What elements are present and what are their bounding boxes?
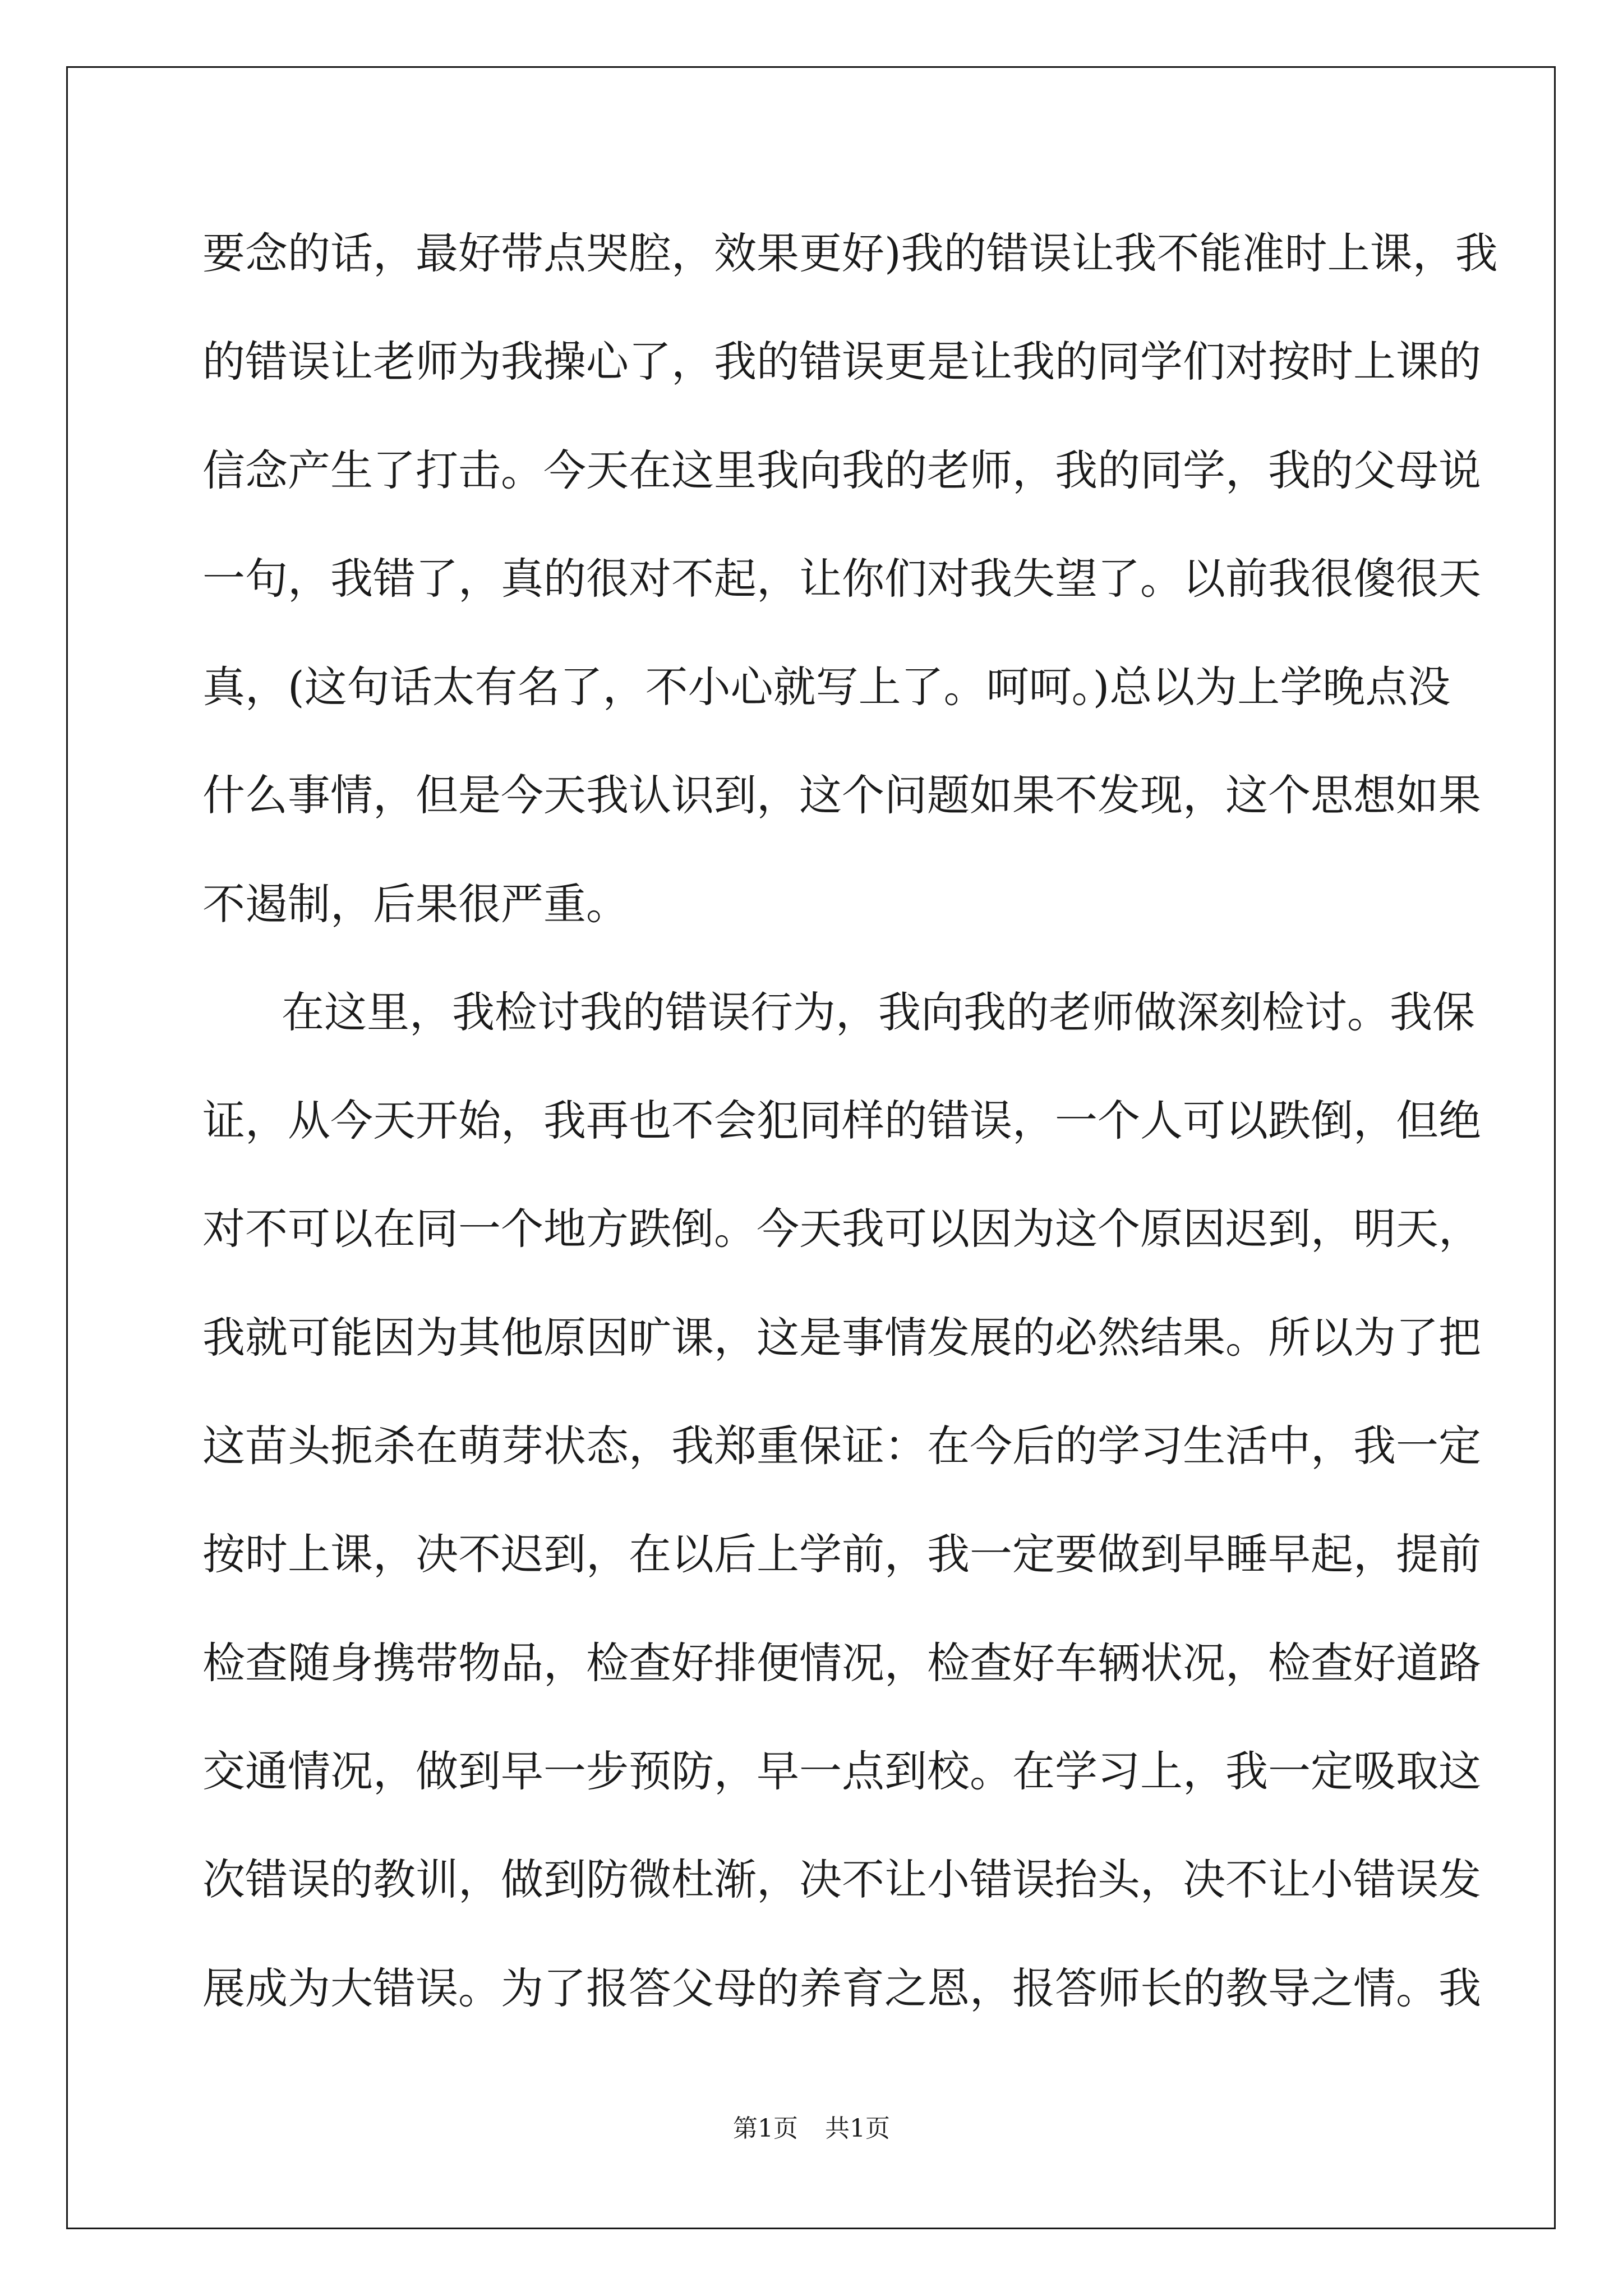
- text-line: 展成为大错误。为了报答父母的养育之恩，报答师长的教导之情。我: [202, 1963, 1481, 2013]
- text-line: 真，(这句话太有名了，不小心就写上了。呵呵。)总以为上学晚点没: [202, 662, 1451, 712]
- text-line: 一句，我错了，真的很对不起，让你们对我失望了。以前我很傻很天: [202, 554, 1481, 604]
- text-line: 的错误让老师为我操心了，我的错误更是让我的同学们对按时上课的: [202, 337, 1481, 386]
- text-line: 要念的话，最好带点哭腔，效果更好)我的错误让我不能准时上课，我: [202, 228, 1498, 278]
- text-line: 次错误的教训，做到防微杜渐，决不让小错误抬头，决不让小错误发: [202, 1855, 1481, 1904]
- page-footer: [0, 2112, 1623, 2146]
- page-number-total: 共1页: [825, 2114, 890, 2143]
- text-line: 我就可能因为其他原因旷课，这是事情发展的必然结果。所以为了把: [202, 1313, 1481, 1363]
- text-line: 什么事情，但是今天我认识到，这个问题如果不发现，这个思想如果: [202, 770, 1481, 820]
- page-number-current: 第1页: [733, 2114, 798, 2143]
- text-line: 信念产生了打击。今天在这里我向我的老师，我的同学，我的父母说: [202, 445, 1481, 495]
- text-line: 按时上课，决不迟到，在以后上学前，我一定要做到早睡早起，提前: [202, 1529, 1481, 1579]
- text-line: 检查随身携带物品，检查好排便情况，检查好车辆状况，检查好道路: [202, 1638, 1481, 1688]
- text-line: 交通情况，做到早一步预防，早一点到校。在学习上，我一定吸取这: [202, 1746, 1481, 1796]
- text-line: 对不可以在同一个地方跌倒。今天我可以因为这个原因迟到，明天，: [202, 1204, 1481, 1254]
- text-line: 在这里，我检讨我的错误行为，我向我的老师做深刻检讨。我保: [282, 987, 1475, 1037]
- text-line: 这苗头扼杀在萌芽状态，我郑重保证：在今后的学习生活中，我一定: [202, 1421, 1481, 1471]
- text-line: 证，从今天开始，我再也不会犯同样的错误，一个人可以跌倒，但绝: [202, 1096, 1481, 1145]
- text-line: 不遏制，后果很严重。: [202, 879, 629, 929]
